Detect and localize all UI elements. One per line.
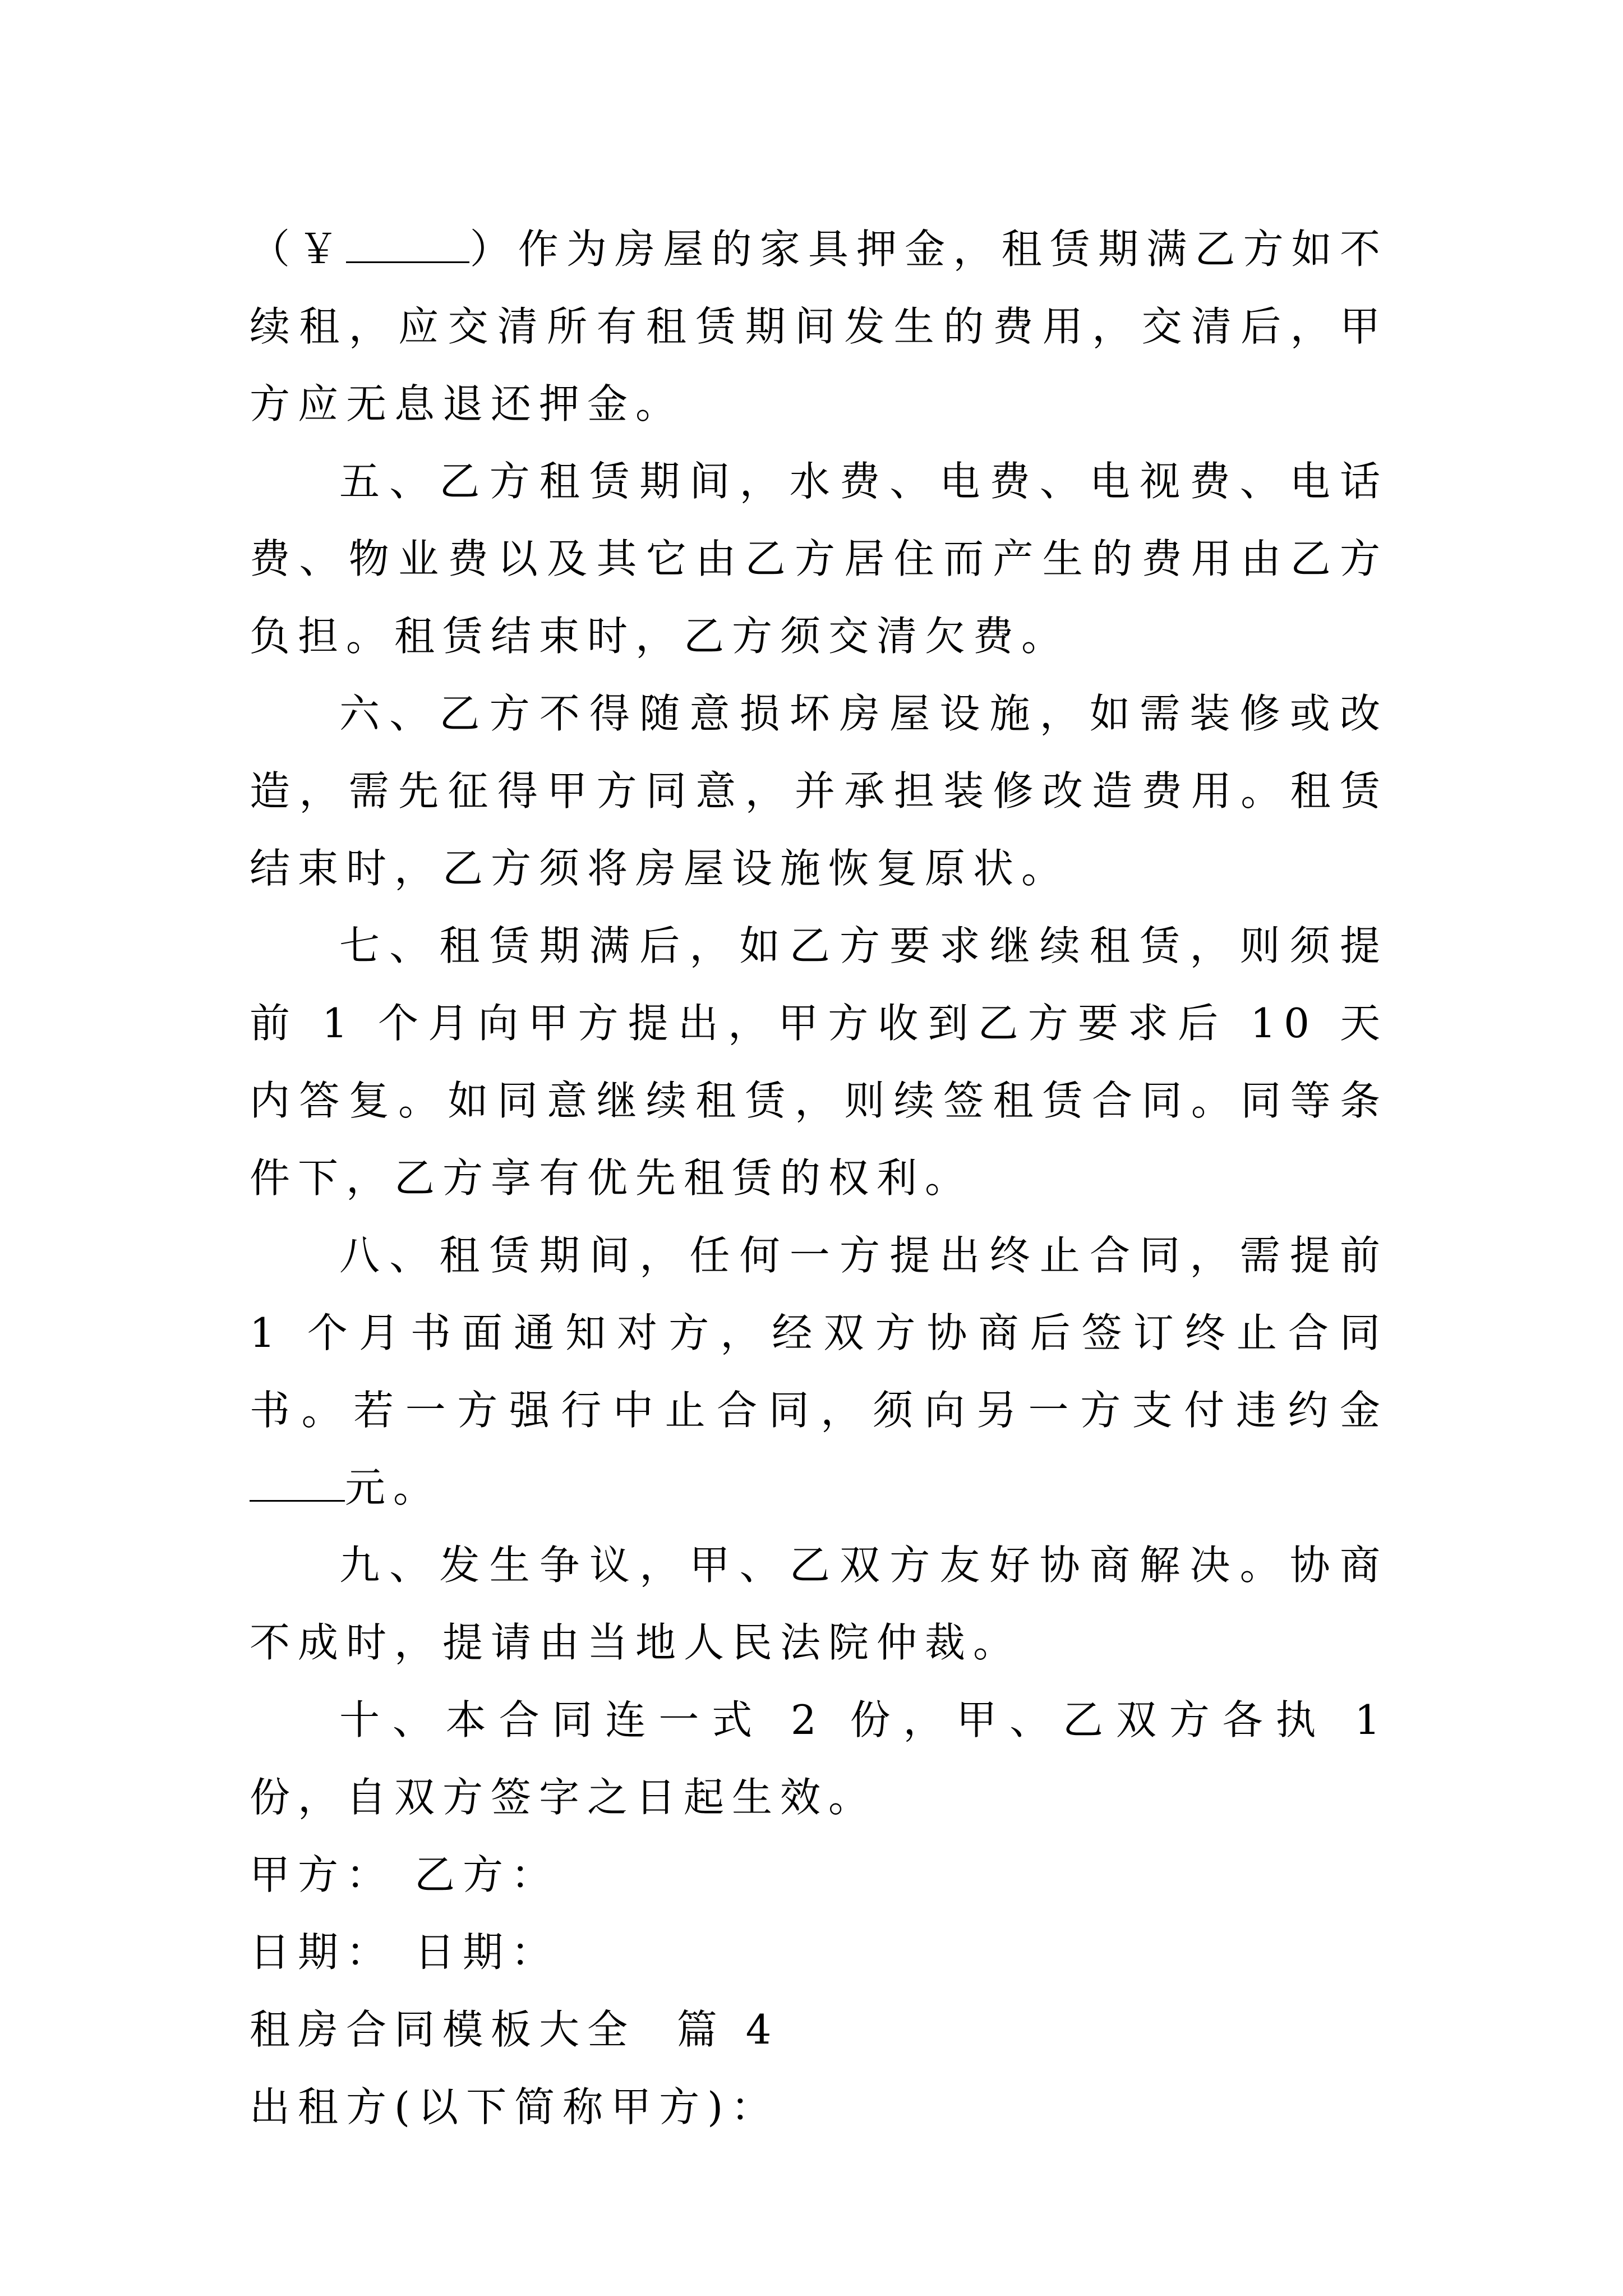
date-a-label: 日期： [250,1929,395,1976]
clause-6: 六、乙方不得随意损坏房屋设施，如需装修或改造，需先征得甲方同意，并承担装修改造费用。租赁结束时，乙方须将房屋设施恢复原状。 [250,690,1388,892]
signature-line [250,1836,1388,1913]
date-line [250,1913,1388,1991]
clause-5: 五、乙方租赁期间，水费、电费、电视费、电话费、物业费以及其它由乙方居住而产生的费用由乙方负担。租赁结束时，乙方须交清欠费。 [250,458,1388,660]
clause-7: 七、租赁期满后，如乙方要求继续租赁，则须提前 1 个月向甲方提出，甲方收到乙方要求后 10 天内答复。如同意继续租赁，则续签租赁合同。同等条件下，乙方享有优先租赁的权利。 [250,922,1388,1202]
party-b-label: 乙方： [414,1851,560,1898]
party-a-label: 甲方： [250,1851,395,1898]
deposit-prefix: （￥ [250,226,347,273]
penalty-amount-blank [250,1466,345,1502]
clause-9: 九、发生争议，甲、乙双方友好协商解决。协商不成时，提请由当地人民法院仲裁。 [250,1542,1388,1666]
clause-10: 十、本合同连一式 2 份，甲、乙双方各执 1 份，自双方签字之日起生效。 [250,1696,1388,1821]
lessor-line: 出租方(以下简称甲方)： [250,2083,780,2131]
deposit-text: ）作为房屋的家具押金，租赁期满乙方如不续租，应交清所有租赁期间发生的费用，交清后，甲方应无息退还押金。 [250,226,1388,427]
paragraph-deposit [250,210,1388,443]
clause-8-text: 八、租赁期间，任何一方提出终止合同，需提前 1 个月书面通知对方，经双方协商后签订终止合同书。若一方强行中止合同，须向另一方支付违约金 [250,1232,1388,1434]
clause-8 [250,1217,1388,1526]
date-b-label: 日期： [414,1929,560,1976]
deposit-amount-blank [346,228,469,263]
clause-8-suffix: 元。 [345,1464,442,1511]
document-body [250,210,1388,2146]
section-title: 租房合同模板大全 篇 4 [250,2006,780,2053]
